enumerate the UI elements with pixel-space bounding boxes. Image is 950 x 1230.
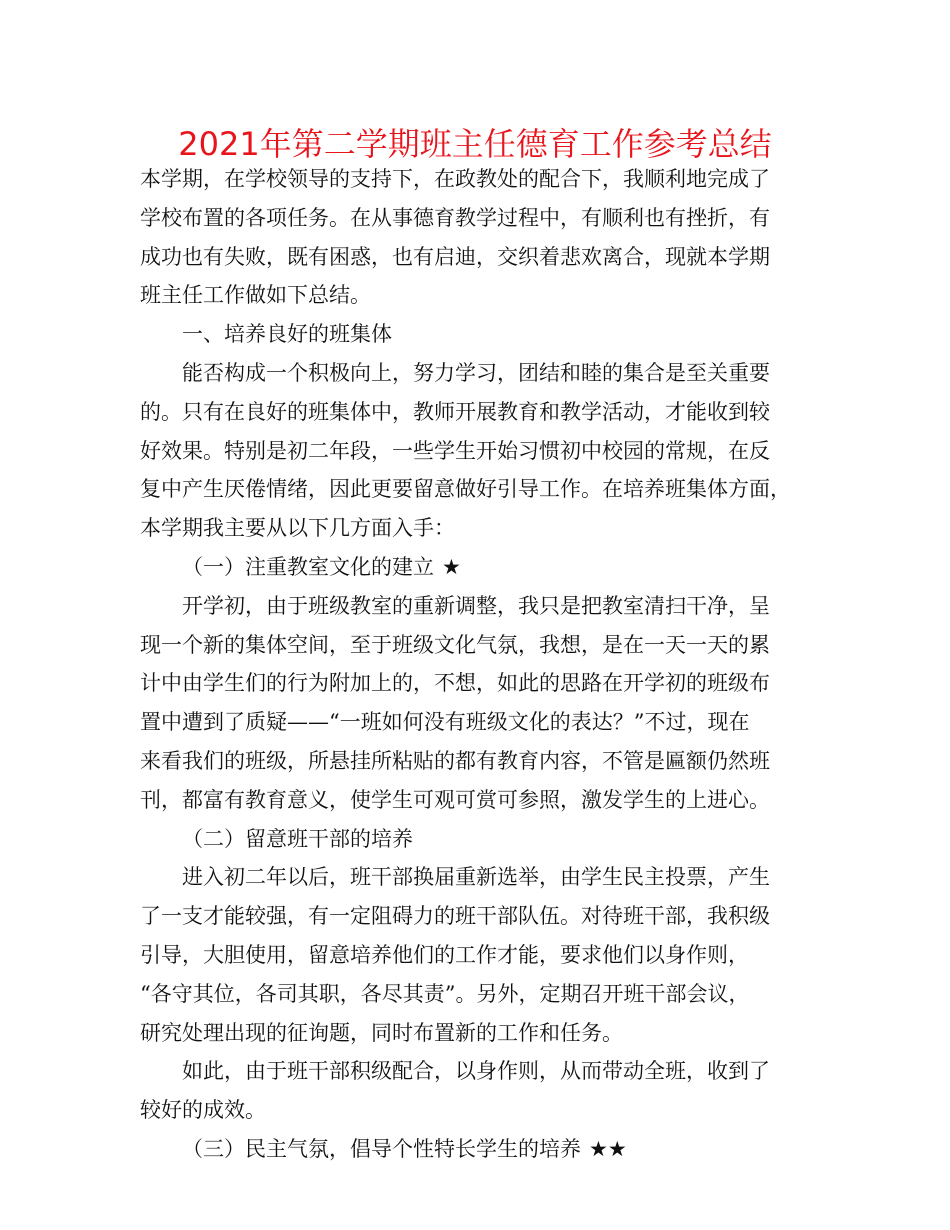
paragraph-line: 如此，由于班干部积级配合，以身作则，从而带动全班，收到了 xyxy=(182,1059,770,1084)
paragraph-line: 的。只有在良好的班集体中，教师开展教育和教学活动，才能收到较 xyxy=(140,399,770,424)
paragraph-line: 成功也有失败，既有困惑，也有启迪，交织着悲欢离合，现就本学期 xyxy=(140,244,770,269)
paragraph-line: 本学期我主要从以下几方面入手： xyxy=(140,516,455,541)
paragraph-line: 刊，都富有教育意义，使学生可观可赏可参照，激发学生的上进心。 xyxy=(140,787,770,812)
subsection-heading-text: （三）民主气氛，倡导个性特长学生的培养 xyxy=(182,1136,581,1161)
paragraph-line: 开学初，由于班级教室的重新调整，我只是把教室清扫干净，呈 xyxy=(182,593,770,618)
paragraph-line: 研究处理出现的征询题，同时布置新的工作和任务。 xyxy=(140,1020,623,1045)
paragraph-line: 班主任工作做如下总结。 xyxy=(140,283,371,308)
paragraph-line: 来看我们的班级，所悬挂所粘贴的都有教育内容，不管是匾额仍然班 xyxy=(140,748,770,773)
document-body xyxy=(140,160,830,1169)
section-heading: 一、培养良好的班集体 xyxy=(182,322,392,347)
star-icon: ★ xyxy=(442,554,461,579)
paragraph-line: 计中由学生们的行为附加上的，不想，如此的思路在开学初的班级布 xyxy=(140,671,770,696)
paragraph-line: 本学期，在学校领导的支持下，在政教处的配合下，我顺利地完成了 xyxy=(140,167,770,191)
paragraph-line: 进入初二年以后，班干部换届重新选举，由学生民主投票，产生 xyxy=(182,865,770,890)
paragraph-line: 了一支才能较强，有一定阻碍力的班干部队伍。对待班干部，我积级 xyxy=(140,904,770,929)
subsection-heading: （二）留意班干部的培养 xyxy=(182,826,413,851)
subsection-heading xyxy=(140,1130,830,1169)
subsection-heading xyxy=(140,548,830,587)
paragraph-line: 好效果。特别是初二年段，一些学生开始习惯初中校园的常规，在反 xyxy=(140,438,770,463)
paragraph-line: 复中产生厌倦情绪，因此更要留意做好引导工作。在培养班集体方面， xyxy=(140,477,791,502)
paragraph-line: 引导，大胆使用，留意培养他们的工作才能，要求他们以身作则， xyxy=(140,942,749,967)
star-icon: ★★ xyxy=(589,1136,627,1161)
document-title: 2021年第二学期班主任德育工作参考总结 xyxy=(178,125,772,163)
paragraph-line: 学校布置的各项任务。在从事德育教学过程中，有顺利也有挫折，有 xyxy=(140,205,770,230)
paragraph-line: 较好的成效。 xyxy=(140,1098,266,1123)
paragraph-line: 能否构成一个积极向上，努力学习，团结和睦的集合是至关重要 xyxy=(182,360,770,385)
subsection-heading-text: （一）注重教室文化的建立 xyxy=(182,554,434,579)
paragraph-line: 置中遭到了质疑——“一班如何没有班级文化的表达？”不过，现在 xyxy=(140,710,750,735)
paragraph-line: 现一个新的集体空间，至于班级文化气氛，我想，是在一天一天的累 xyxy=(140,632,770,657)
paragraph-line: “各守其位，各司其职，各尽其责”。另外，定期召开班干部会议， xyxy=(140,981,750,1006)
